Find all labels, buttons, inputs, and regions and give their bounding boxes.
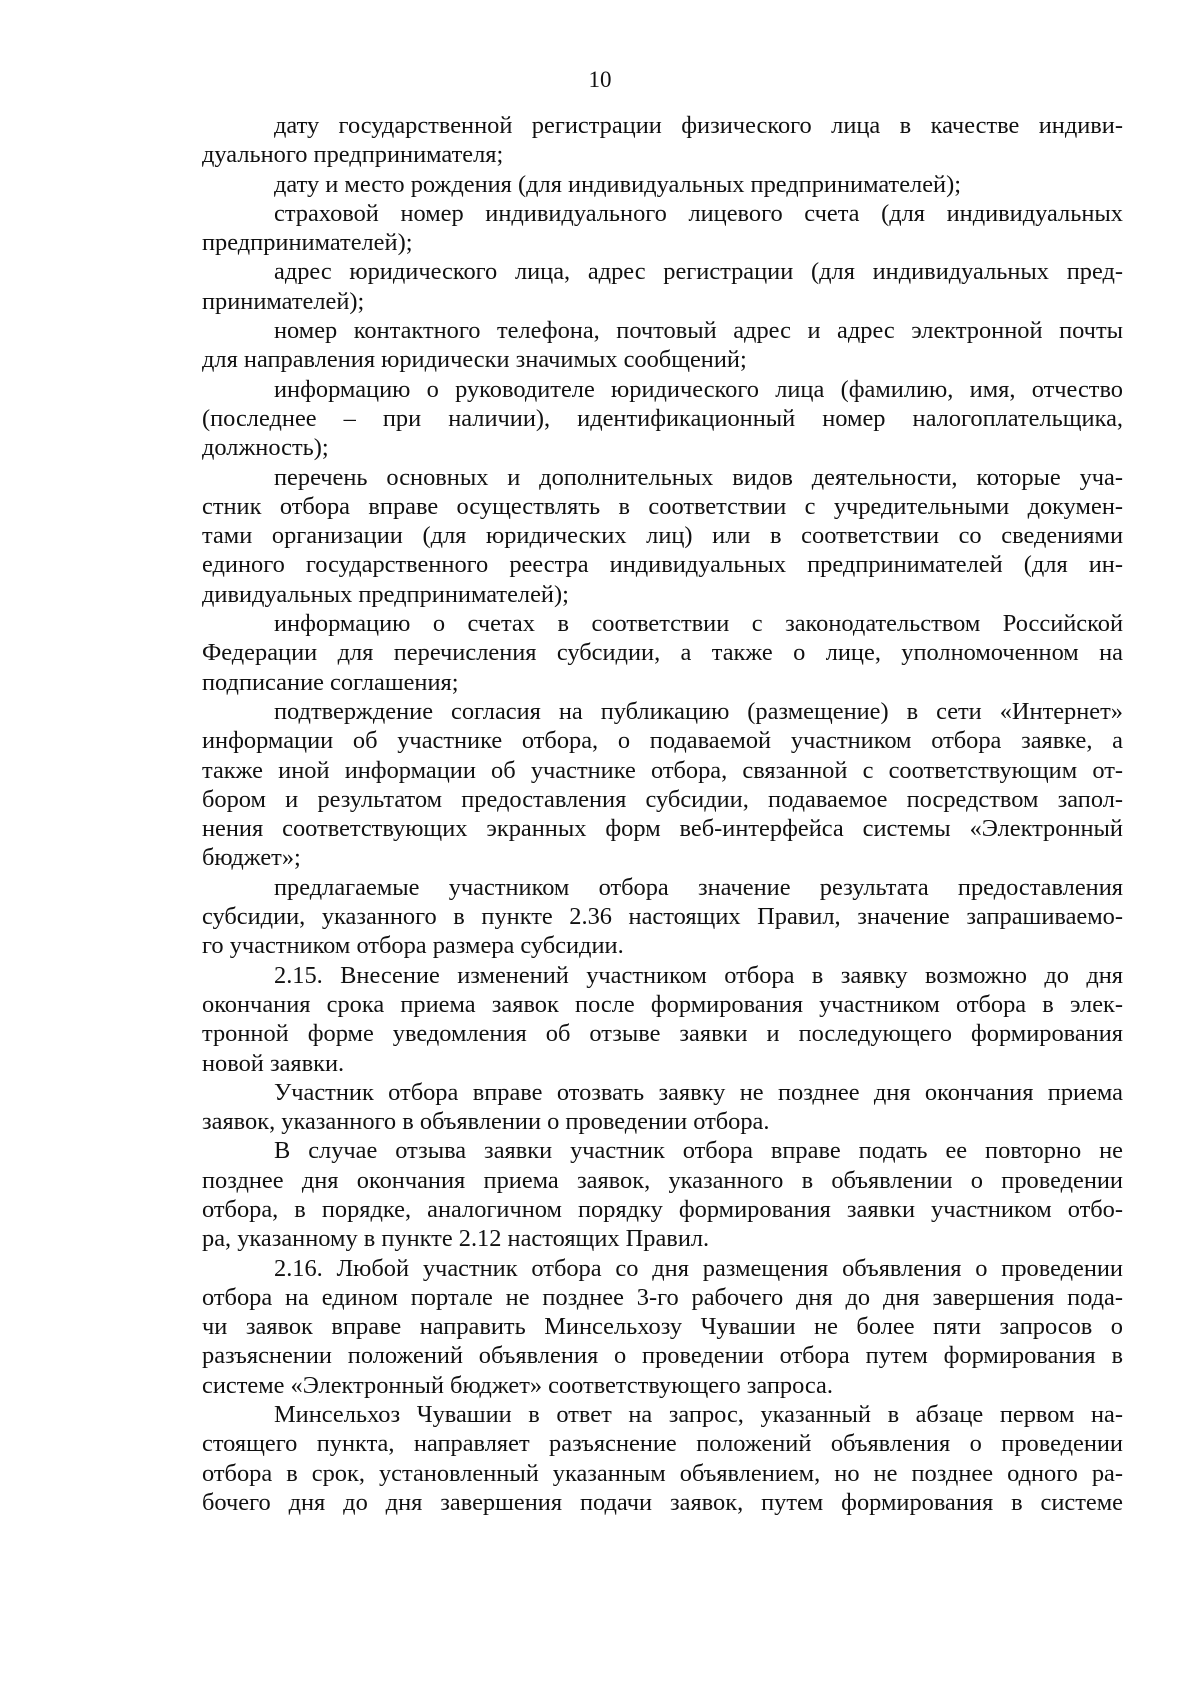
text-line: отбора в срок, установленный указанным объявлением, но не позднее одного ра- bbox=[202, 1459, 1123, 1487]
text-line: адрес юридического лица, адрес регистрации (для индивидуальных пред- bbox=[274, 258, 1123, 286]
text-line: страховой номер индивидуального лицевого счета (для индивидуальных bbox=[274, 199, 1123, 227]
text-line: нения соответствующих экранных форм веб-интерфейса системы «Электронный bbox=[202, 815, 1123, 843]
text-line: предпринимателей); bbox=[202, 229, 413, 257]
text-line: Минсельхоз Чувашии в ответ на запрос, указанный в абзаце первом на- bbox=[274, 1401, 1123, 1429]
text-line: информацию о счетах в соответствии с законодательством Российской bbox=[274, 610, 1123, 638]
text-line: 2.16. Любой участник отбора со дня размещения объявления о проведении bbox=[274, 1254, 1123, 1282]
text-line: стоящего пункта, направляет разъяснение положений объявления о проведении bbox=[202, 1430, 1123, 1458]
text-line: подтверждение согласия на публикацию (размещение) в сети «Интернет» bbox=[274, 697, 1123, 725]
text-line: заявок, указанного в объявлении о проведении отбора. bbox=[202, 1108, 770, 1136]
text-line: новой заявки. bbox=[202, 1049, 345, 1077]
text-line: ра, указанному в пункте 2.12 настоящих Правил. bbox=[202, 1225, 710, 1253]
text-line: позднее дня окончания приема заявок, указанного в объявлении о проведении bbox=[202, 1166, 1123, 1194]
text-line: стник отбора вправе осуществлять в соответствии с учредительными докумен- bbox=[202, 492, 1123, 520]
document-body bbox=[202, 111, 1123, 1517]
text-line: для направления юридически значимых сообщений; bbox=[202, 346, 747, 374]
text-line: дуального предпринимателя; bbox=[202, 141, 504, 169]
text-line: информации об участнике отбора, о подаваемой участником отбора заявке, а bbox=[202, 727, 1123, 755]
text-line: номер контактного телефона, почтовый адрес и адрес электронной почты bbox=[274, 317, 1123, 345]
text-line: Федерации для перечисления субсидии, а также о лице, уполномоченном на bbox=[202, 639, 1123, 667]
text-line: дивидуальных предпринимателей); bbox=[202, 580, 569, 608]
text-line: 2.15. Внесение изменений участником отбора в заявку возможно до дня bbox=[274, 961, 1123, 989]
text-line: отбора, в порядке, аналогичном порядку формирования заявки участником отбо- bbox=[202, 1195, 1123, 1223]
text-line: перечень основных и дополнительных видов деятельности, которые уча- bbox=[274, 463, 1123, 491]
text-line: системе «Электронный бюджет» соответствующего запроса. bbox=[202, 1371, 833, 1399]
text-line: подписание соглашения; bbox=[202, 668, 459, 696]
page-number: 10 bbox=[588, 67, 612, 92]
text-line: должность); bbox=[202, 434, 329, 462]
text-line: Участник отбора вправе отозвать заявку не позднее дня окончания приема bbox=[274, 1078, 1123, 1106]
text-line: бором и результатом предоставления субсидии, подаваемое посредством запол- bbox=[202, 785, 1123, 813]
text-line: го участником отбора размера субсидии. bbox=[202, 932, 624, 960]
text-line: также иной информации об участнике отбора, связанной с соответствующим от- bbox=[202, 756, 1123, 784]
text-line: (последнее – при наличии), идентификационный номер налогоплательщика, bbox=[202, 404, 1123, 432]
text-line: принимателей); bbox=[202, 287, 365, 315]
text-line: тами организации (для юридических лиц) или в соответствии со сведениями bbox=[202, 522, 1123, 550]
text-line: чи заявок вправе направить Минсельхозу Чувашии не более пяти запросов о bbox=[202, 1313, 1123, 1341]
text-line: единого государственного реестра индивидуальных предпринимателей (для ин- bbox=[202, 551, 1123, 579]
text-line: бюджет»; bbox=[202, 844, 301, 872]
text-line: бочего дня до дня завершения подачи заявок, путем формирования в системе bbox=[202, 1488, 1123, 1516]
text-line: дату государственной регистрации физического лица в качестве индиви- bbox=[274, 112, 1123, 139]
text-line: субсидии, указанного в пункте 2.36 настоящих Правил, значение запрашиваемо- bbox=[202, 903, 1123, 931]
text-line: окончания срока приема заявок после формирования участником отбора в элек- bbox=[202, 990, 1123, 1018]
text-line: отбора на едином портале не позднее 3-го рабочего дня до дня завершения пода- bbox=[202, 1283, 1123, 1311]
text-line: В случае отзыва заявки участник отбора вправе подать ее повторно не bbox=[274, 1137, 1123, 1165]
text-line: разъяснении положений объявления о проведении отбора путем формирования в bbox=[202, 1342, 1123, 1370]
text-line: информацию о руководителе юридического лица (фамилию, имя, отчество bbox=[274, 375, 1123, 403]
text-line: тронной форме уведомления об отзыве заявки и последующего формирования bbox=[202, 1020, 1123, 1048]
text-line: дату и место рождения (для индивидуальных предпринимателей); bbox=[274, 170, 961, 198]
text-line: предлагаемые участником отбора значение результата предоставления bbox=[274, 873, 1123, 901]
